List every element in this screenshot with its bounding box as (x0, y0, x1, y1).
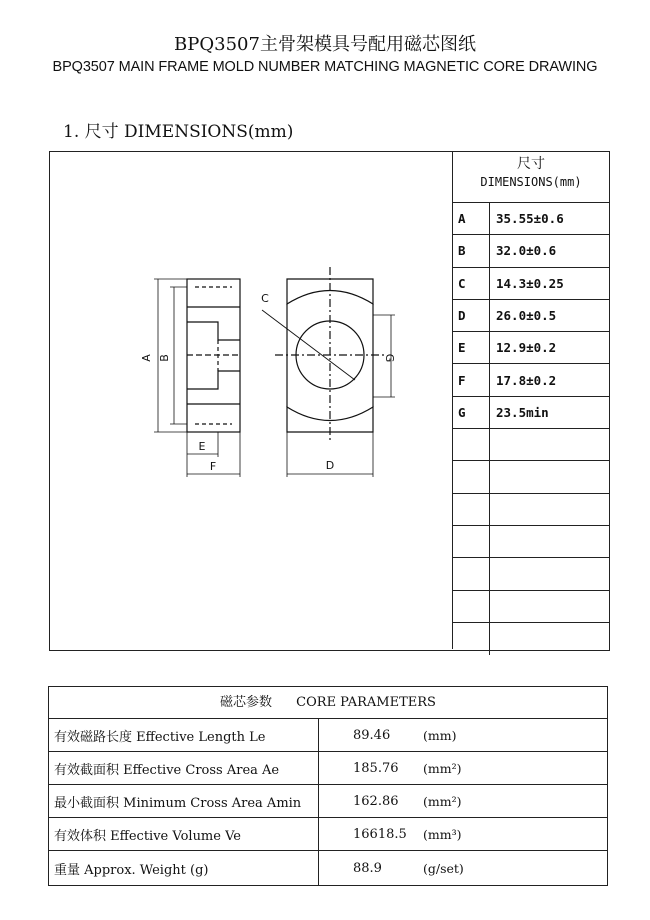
dimension-key: F (453, 364, 490, 395)
dimension-value: 23.5min (496, 404, 549, 420)
dimension-key (453, 526, 490, 557)
dimension-key (453, 558, 490, 589)
dimensions-table (453, 152, 609, 655)
dimension-key: D (453, 300, 490, 331)
core-parameter-value: 162.86 (353, 793, 399, 809)
dimension-row (453, 203, 609, 235)
dimension-row (453, 397, 609, 429)
core-parameter-value: 185.76 (353, 760, 399, 776)
core-drawing-svg (50, 152, 453, 649)
dimension-value: 32.0±0.6 (496, 243, 557, 259)
core-parameter-name: 有效截面积 Effective Cross Area Ae (49, 752, 319, 784)
core-parameter-name: 最小截面积 Minimum Cross Area Amin (49, 785, 319, 817)
dimension-row (453, 623, 609, 655)
core-parameter-row (49, 785, 607, 818)
dimensions-table-header (453, 152, 609, 203)
core-parameters-title-cn: 磁芯参数 (220, 695, 273, 710)
label-g: G (383, 353, 396, 363)
dimension-row (453, 558, 609, 590)
label-f: F (209, 460, 217, 473)
core-parameter-row (49, 851, 607, 885)
core-drawing (50, 152, 453, 649)
dimension-key (453, 429, 490, 460)
core-parameter-row (49, 719, 607, 752)
core-parameter-unit: (mm²) (423, 793, 462, 809)
dimension-row (453, 364, 609, 396)
document-title-en: BPQ3507 MAIN FRAME MOLD NUMBER MATCHING MAGNETIC CORE DRAWING (52, 59, 598, 75)
section-heading-dimensions: 1. 尺寸 DIMENSIONS(mm) (63, 122, 294, 142)
label-d: D (325, 459, 335, 472)
dimension-row (453, 268, 609, 300)
core-parameters-title-en: CORE PARAMETERS (296, 695, 436, 710)
core-parameter-unit: (mm³) (423, 826, 462, 842)
dimension-key: B (453, 235, 490, 266)
dimension-key: A (453, 203, 490, 234)
label-a: A (140, 354, 153, 362)
dimension-value: 35.55±0.6 (496, 211, 564, 227)
dimensions-header-cn: 尺寸 (517, 156, 545, 172)
dimension-key (453, 623, 490, 655)
dimension-key: E (453, 332, 490, 363)
front-view-outline (262, 267, 385, 442)
dimensions-frame (49, 151, 610, 651)
core-parameter-name: 有效体积 Effective Volume Ve (49, 818, 319, 850)
dimensions-header-en: DIMENSIONS(mm) (480, 175, 582, 189)
core-parameters-title (49, 687, 607, 719)
dimension-row (453, 332, 609, 364)
side-view-outline (187, 279, 240, 432)
dimension-value: 17.8±0.2 (496, 372, 557, 388)
core-parameter-value: 89.46 (353, 727, 391, 743)
dimension-key: C (453, 268, 490, 299)
dimension-value: 14.3±0.25 (496, 275, 564, 291)
label-b: B (158, 354, 171, 362)
dimension-key (453, 591, 490, 622)
dimension-value: 26.0±0.5 (496, 308, 557, 324)
core-parameter-row (49, 818, 607, 851)
dimension-key (453, 461, 490, 492)
dimension-value: 12.9±0.2 (496, 340, 557, 356)
dimension-row (453, 526, 609, 558)
core-parameter-row (49, 752, 607, 785)
label-e: E (198, 440, 206, 453)
core-parameter-unit: (mm²) (423, 760, 462, 776)
label-c: C (261, 292, 269, 305)
core-parameter-value: 16618.5 (353, 826, 407, 842)
core-parameter-unit: (g/set) (423, 860, 464, 876)
dimension-row (453, 461, 609, 493)
dimension-row (453, 429, 609, 461)
dimension-key (453, 494, 490, 525)
core-parameter-unit: (mm) (423, 727, 457, 743)
core-parameter-name: 重量 Approx. Weight (g) (49, 851, 319, 885)
dimension-row (453, 235, 609, 267)
core-parameter-value: 88.9 (353, 860, 382, 876)
dimension-row (453, 300, 609, 332)
dimension-key: G (453, 397, 490, 428)
core-parameters-table (48, 686, 608, 886)
dimension-row (453, 494, 609, 526)
dimension-row (453, 591, 609, 623)
document-title-cn: BPQ3507主骨架模具号配用磁芯图纸 (174, 34, 476, 55)
core-parameter-name: 有效磁路长度 Effective Length Le (49, 719, 319, 751)
